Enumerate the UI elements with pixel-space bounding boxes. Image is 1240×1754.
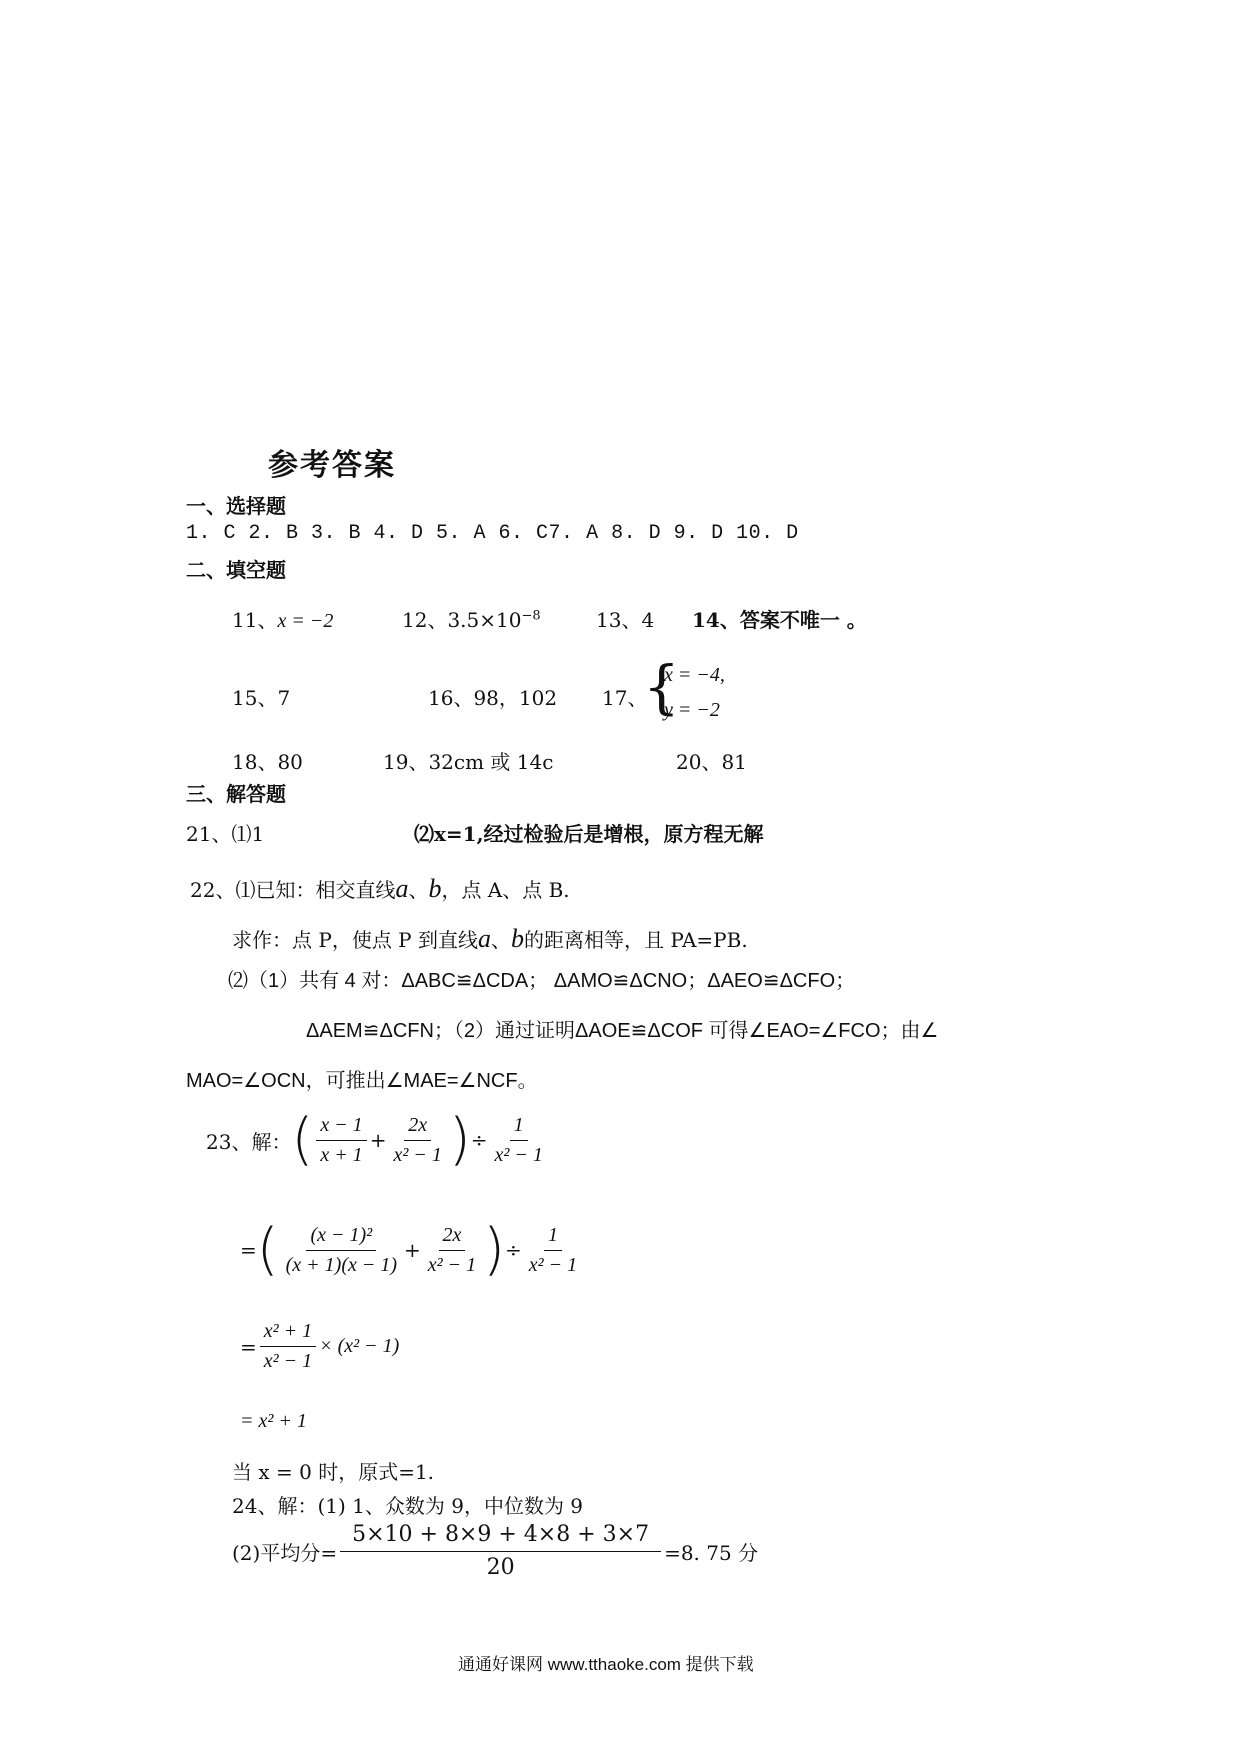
q23-s3-frac-den: x² − 1 xyxy=(263,1350,313,1372)
q14: 14、答案不唯一 。 xyxy=(692,608,867,632)
section-heading-solve: 三、解答题 xyxy=(186,782,286,806)
q23-step4: = x² + 1 xyxy=(240,1410,307,1432)
q21-part1: 21、⑴1 xyxy=(186,822,265,846)
q23-conclusion: 当 x = 0 时，原式=1. xyxy=(232,1460,435,1484)
q24-result: =8. 75 分 xyxy=(664,1540,759,1565)
q17-line2: y = −2 xyxy=(664,699,720,721)
q22-line1-b: ，点 A、点 B. xyxy=(441,878,570,902)
q23-s3-eq: = xyxy=(240,1334,257,1359)
q23-s1-frac1-den: x + 1 xyxy=(320,1143,363,1166)
q23-s2-frac3 xyxy=(525,1224,581,1277)
q12-label: 12、 xyxy=(402,608,448,632)
q22-line3: ⑵（1）共有 4 对：ΔABC≌ΔCDA； ΔAMO≌ΔCNO；ΔAEO≌ΔCFO； xyxy=(228,970,856,992)
q22-line5: MAO=∠OCN，可推出∠MAE=∠NCF。 xyxy=(186,1070,538,1092)
q23-s1-plus: + xyxy=(369,1128,387,1152)
q18: 18、80 xyxy=(232,750,303,774)
q23-s2-frac1-num: (x − 1)² xyxy=(306,1224,376,1251)
right-paren: ) xyxy=(483,1217,506,1282)
section-heading-choice: 一、选择题 xyxy=(186,494,286,518)
q23-s3-frac-num: x² + 1 xyxy=(260,1320,316,1347)
left-paren: ( xyxy=(256,1217,279,1282)
q22-line2 xyxy=(232,924,748,954)
q23-s1-frac3-den: x² − 1 xyxy=(494,1143,543,1166)
q24-frac xyxy=(340,1522,661,1580)
q21-part2: ⑵x=1,经过检验后是增根，原方程无解 xyxy=(414,822,764,846)
q23-s2-eq: = xyxy=(240,1238,257,1262)
q22-line1-a: 22、⑴已知：相交直线 xyxy=(190,878,396,902)
q22-line4: ΔAEM≌ΔCFN；（2）通过证明ΔAOE≌ΔCOF 可得∠EAO=∠FCO；由∠ xyxy=(306,1020,939,1042)
q22-var-a: a xyxy=(395,874,409,903)
q23-s2-frac1-den: (x + 1)(x − 1) xyxy=(285,1253,398,1276)
q23-s1-frac3 xyxy=(490,1114,546,1167)
q23-s2-plus: + xyxy=(404,1238,421,1262)
q22-line1 xyxy=(190,874,570,904)
q24-line1: 24、解：(1) 1、众数为 9，中位数为 9 xyxy=(232,1494,584,1518)
q23-s2-frac2 xyxy=(424,1224,480,1277)
q24-frac-den: 20 xyxy=(486,1555,515,1580)
q19: 19、32cm 或 14c xyxy=(383,750,554,774)
q23-s1-frac2 xyxy=(389,1114,445,1167)
q23-s1-frac1 xyxy=(316,1114,366,1167)
q12 xyxy=(402,604,541,633)
q17-line1: x = −4, xyxy=(664,664,725,686)
q23-s3-frac xyxy=(260,1320,316,1373)
q11-answer: x = −2 xyxy=(277,610,334,632)
page-title: 参考答案 xyxy=(268,448,396,483)
q23-s2-frac3-num: 1 xyxy=(544,1224,562,1251)
q24-frac-num: 5×10 + 8×9 + 4×8 + 3×7 xyxy=(340,1522,661,1552)
q23-s1-frac2-den: x² − 1 xyxy=(393,1143,442,1166)
q24-prefix: (2)平均分= xyxy=(232,1540,338,1565)
q22-line2-a: 求作：点 P，使点 P 到直线 xyxy=(232,928,478,952)
q22-line2-var-a: a xyxy=(478,924,491,953)
q22-var-b: b xyxy=(428,874,442,903)
q12-base: 3.5×10 xyxy=(447,608,522,632)
choice-answers: 1. C 2. B 3. B 4. D 5. A 6. C7. A 8. D 9. D 10. D xyxy=(186,522,799,545)
q20: 20、81 xyxy=(676,750,747,774)
q23-s2-frac2-den: x² − 1 xyxy=(427,1253,477,1276)
q24-line2 xyxy=(232,1522,758,1580)
section-heading-fill: 二、填空题 xyxy=(186,558,286,582)
page-footer: 通通好课网 www.tthaoke.com 提供下载 xyxy=(458,1655,754,1674)
q23-s1-frac1-num: x − 1 xyxy=(316,1114,366,1141)
q16: 16、98，102 xyxy=(428,686,558,710)
q23-step1 xyxy=(206,1107,550,1172)
q23-s3-tail: × (x² − 1) xyxy=(319,1335,400,1357)
q23-s1-frac2-num: 2x xyxy=(404,1114,431,1141)
q11-label: 11、 xyxy=(232,608,278,632)
q12-exp: −8 xyxy=(521,608,541,624)
q17-label: 17、 xyxy=(602,686,648,710)
q22-line2-b: 的距离相等，且 PA=PB. xyxy=(524,928,748,952)
q23-s1-frac3-num: 1 xyxy=(510,1114,528,1141)
q15: 15、7 xyxy=(232,686,291,710)
q22-sep: 、 xyxy=(408,878,429,902)
q23-s2-frac3-den: x² − 1 xyxy=(528,1253,578,1276)
q23-label: 23、解： xyxy=(206,1129,292,1154)
q23-s1-div: ÷ xyxy=(470,1128,488,1152)
q23-s2-frac1 xyxy=(282,1224,401,1277)
q23-step2 xyxy=(240,1217,584,1282)
q17-brace: { xyxy=(643,653,680,721)
q11 xyxy=(232,604,333,633)
right-paren: ) xyxy=(448,1107,471,1172)
q22-line2-sep: 、 xyxy=(491,928,511,952)
left-paren: ( xyxy=(291,1107,314,1172)
q23-s2-div: ÷ xyxy=(505,1238,522,1262)
q23-s2-frac2-num: 2x xyxy=(439,1224,466,1251)
q13: 13、4 xyxy=(596,608,655,632)
q23-step3 xyxy=(240,1320,399,1373)
q22-line2-var-b: b xyxy=(511,924,524,953)
